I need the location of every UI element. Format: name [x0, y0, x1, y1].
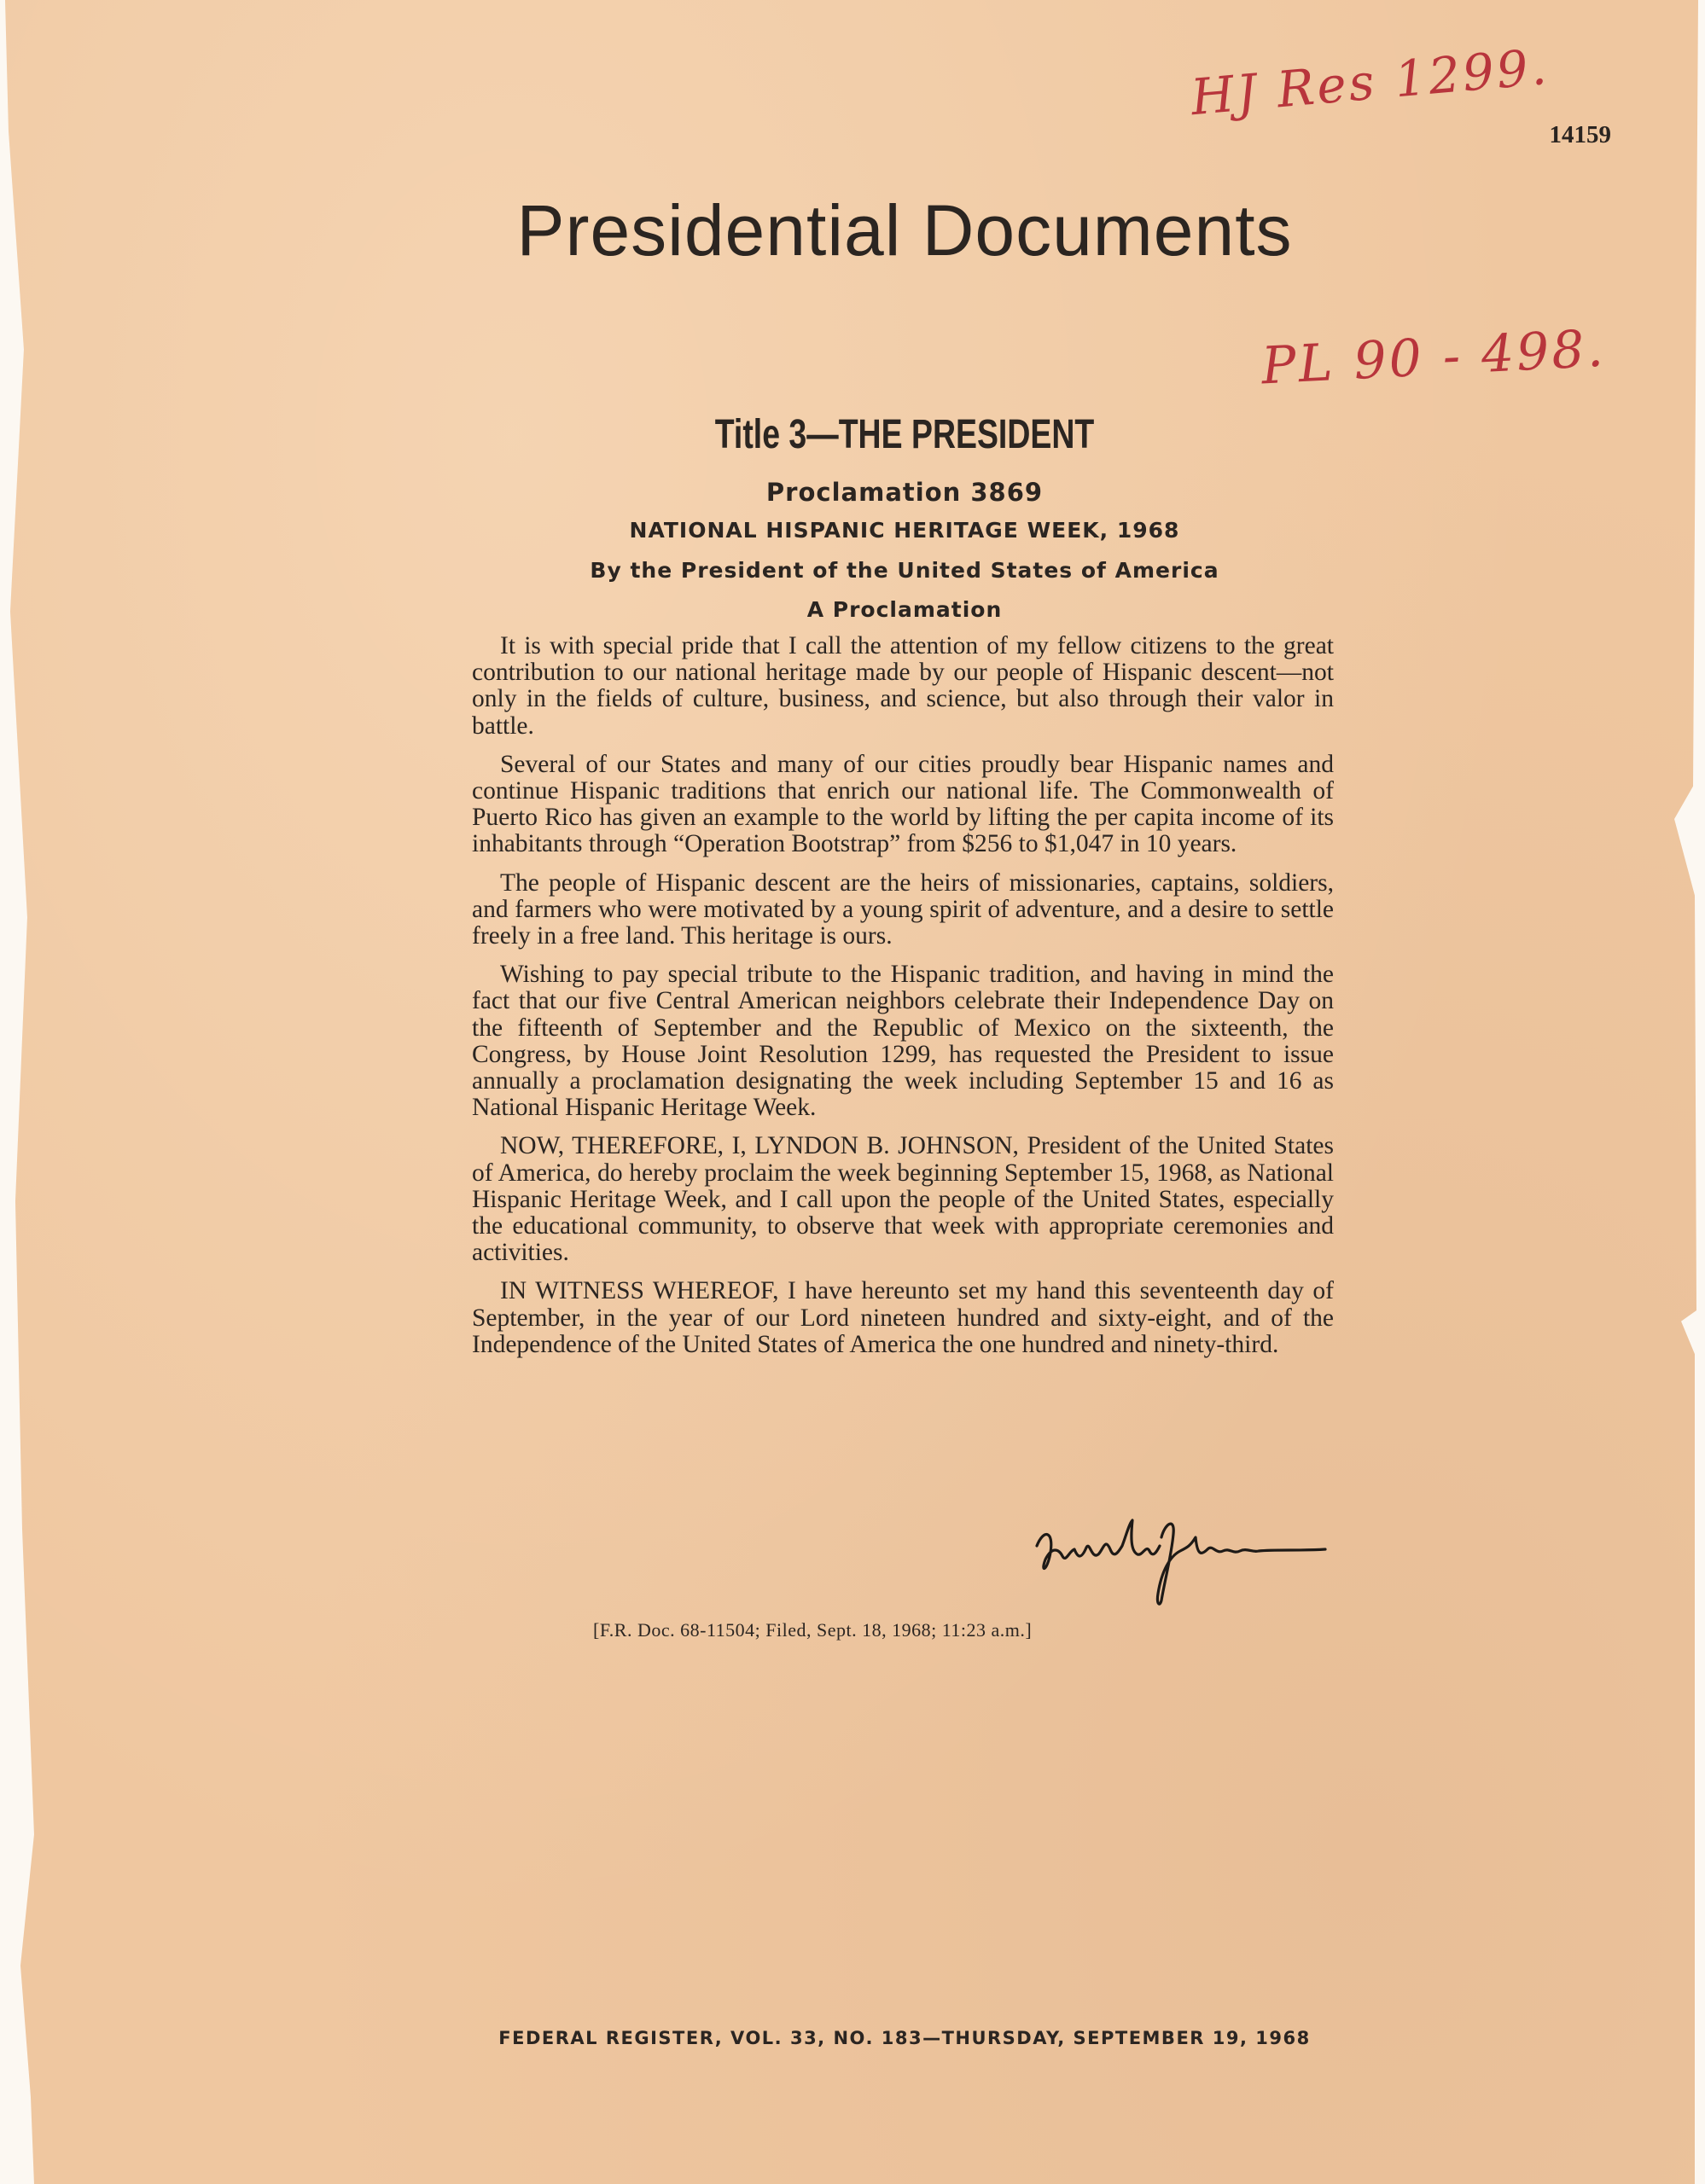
page-number: 14159: [1549, 121, 1611, 148]
paragraph: Wishing to pay special tribute to the Hispanic tradition, and having in mind the fact that our five Central American neighbors celebrate their Independence Day on the fifteenth of September and the Republic of Mexico on the sixteenth, the Congress, by House Joint Resolution 1299, has requested the President to issue annually a proclamation designating the week including September 15 and 16 as National Hispanic Heritage Week.: [472, 961, 1334, 1122]
page-footer: FEDERAL REGISTER, VOL. 33, NO. 183—THURSDAY, SEPTEMBER 19, 1968: [498, 2028, 1311, 2048]
proclamation-body: [472, 633, 1334, 1370]
proclamation-label: A Proclamation: [806, 597, 1003, 622]
paragraph: It is with special pride that I call the attention of my fellow citizens to the great contribution to our national heritage made by our people of Hispanic descent—not only in the fields of culture, business, and science, but also through their valor in battle.: [472, 632, 1334, 740]
proclamation-name: NATIONAL HISPANIC HERITAGE WEEK, 1968: [629, 518, 1180, 543]
section-title: Title 3—THE PRESIDENT: [714, 412, 1095, 457]
paragraph: NOW, THEREFORE, I, LYNDON B. JOHNSON, President of the United States of America, do hereby proclaim the week beginning September 15, 1968, as National Hispanic Heritage Week, and I call upon the people of the United States, especially the educational community, to observe that week with appropriate ceremonies and activities.: [472, 1132, 1334, 1267]
handwritten-annotation-public-law: PL 90 - 498.: [1260, 318, 1608, 397]
handwritten-annotation-resolution: HJ Res 1299.: [1188, 37, 1551, 127]
proclamation-number: Proclamation 3869: [765, 478, 1044, 507]
paragraph: IN WITNESS WHEREOF, I have hereunto set my hand this seventeenth day of September, in the year of our Lord nineteen hundred and sixty-eight, and of the Independence of the United States of America the one hundred and ninety-third.: [472, 1277, 1334, 1358]
paragraph: The people of Hispanic descent are the heirs of missionaries, captains, soldiers, and farmers who were motivated by a young spirit of adventure, and a desire to settle freely in a free land. This heritage is ours.: [472, 868, 1334, 950]
proclamation-byline: By the President of the United States of America: [590, 558, 1219, 583]
paragraph: Several of our States and many of our cities proudly bear Hispanic names and continue Hispanic traditions that enrich our national life. The Commonwealth of Puerto Rico has given an example to the world by lifting the per capita income of its inhabitants through “Operation Bootstrap” from $256 to $1,047 in 10 years.: [472, 750, 1334, 858]
page-title: Presidential Documents: [516, 190, 1293, 270]
signature: [1028, 1512, 1335, 1612]
filing-note: [F.R. Doc. 68-11504; Filed, Sept. 18, 1968; 11:23 a.m.]: [593, 1619, 1033, 1641]
